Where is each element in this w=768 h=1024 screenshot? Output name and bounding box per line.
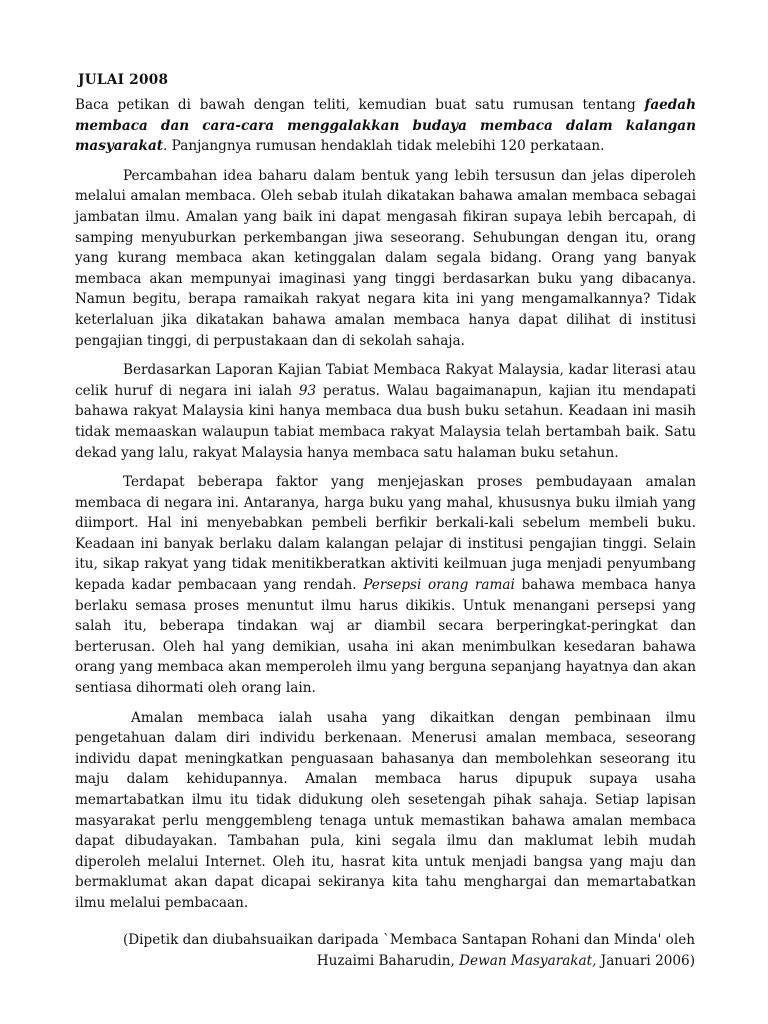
passage-paragraph-1: Percambahan idea baharu dalam bentuk yang lebih tersusun dan jelas diperoleh melalui amalan membaca. Oleh sebab itulah dikatakan bahawa amalan membaca sebagai jambatan ilmu. Amalan yang baik ini dapat mengasah fikiran supaya lebih bercapah, di samping menyuburkan perkembangan jiwa seseorang. Sehubungan dengan itu, orang yang kurang membaca akan ketinggalan dalam segala bidang. Orang yang banyak membaca akan mempunyai imaginasi yang tinggi berdasarkan buku yang dibacanya. Namun begitu, berapa ramaikah rakyat negara kita ini yang mengamalkannya? Tidak keterlaluan jika dikatakan bahawa amalan membaca hanya dapat dilihat di institusi pengajian tinggi, di perpustakaan dan di sekolah sahaja. (75, 167, 696, 349)
passage-paragraph-4: Amalan membaca ialah usaha yang dikaitkan dengan pembinaan ilmu pengetahuan dalam diri individu berkenaan. Menerusi amalan membaca, seseorang individu dapat meningkatkan penguasaan bahasanya dan membolehkan seseorang itu maju dalam kehidupannya. Amalan membaca harus dipupuk supaya usaha memartabatkan ilmu itu tidak didukung oleh sesetengah pihak sahaja. Setiap lapisan masyarakat perlu menggembleng tenaga untuk memastikan bahawa amalan membaca dapat dibudayakan. Tambahan pula, kini segala ilmu dan maklumat lebih mudah diperoleh melalui Internet. Oleh itu, hasrat kita untuk menjadi bangsa yang maju dan bermaklumat akan dapat dicapai sekiranya kita tahu menghargai dan memartabatkan ilmu melalui pembacaan. (75, 709, 696, 911)
instruction-text-end: . Panjangnya rumusan hendaklah tidak melebihi 120 perkataan. (163, 138, 605, 155)
passage-paragraph-3 (75, 472, 696, 699)
paragraph-3-text-a: Terdapat beberapa faktor yang menjejaskan proses pembudayaan amalan membaca di negara ini. Antaranya, harga buku yang mahal, khususnya buku ilmiah yang diimport. Hal ini menyebabkan pembeli berfikir berkali-kali sebelum membeli buku. Keadaan ini banyak berlaku dalam kalangan pelajar di institusi pengajian tinggi. Selain itu, sikap rakyat yang tidak menitikberatkan aktiviti keilmuan juga menjadi penyumbang kepada kadar pembacaan yang rendah. (75, 474, 696, 594)
exam-date-heading: JULAI 2008 (78, 72, 169, 88)
passage-paragraph-2 (75, 360, 696, 463)
instruction-text: Baca petikan di bawah dengan teliti, kemudian buat satu rumusan tentang (75, 97, 645, 113)
source-citation (75, 930, 695, 972)
citation-publication: Dewan Masyarakat, (459, 953, 597, 969)
instruction-paragraph (75, 95, 696, 157)
instruction-emphasis: faedah membaca dan cara-cara menggalakkan budaya membaca dalam kalangan masyarakat (75, 97, 696, 155)
paragraph-3-text-b: bahawa membaca hanya berlaku semasa proses menuntut ilmu harus dikikis. Untuk menangani persepsi yang salah itu, beberapa tindakan waj ar diambil secara berperingkat-peringkat dan berterusan. Oleh hal yang demikian, usaha ini akan menimbulkan kesedaran bahawa orang yang membaca akan memperoleh ilmu yang berguna sepanjang hayatnya dan akan sentiasa dihormati oleh orang lain. (75, 577, 696, 697)
citation-text: (Dipetik dan diubahsuaikan daripada `Membaca Santapan Rohani dan Minda' oleh Huzaimi Baharudin, (122, 932, 695, 969)
paragraph-3-italic: Persepsi orang ramai (363, 577, 515, 594)
citation-date: Januari 2006) (596, 953, 695, 969)
paragraph-2-text-a: Berdasarkan Laporan Kajian Tabiat Membaca Rakyat Malaysia, kadar literasi atau celik huruf di negara ini ialah (75, 362, 696, 399)
paragraph-2-text-b: peratus. Walau bagaimanapun, kajian itu mendapati bahawa rakyat Malaysia kini hanya membaca dua bush buku setahun. Keadaan ini masih tidak memaaskan walaupun tabiat membaca rakyat Malaysia telah bertambah baik. Satu dekad yang lalu, rakyat Malaysia hanya membaca satu halaman buku setahun. (75, 382, 696, 461)
literacy-percentage: 93 (298, 382, 317, 399)
